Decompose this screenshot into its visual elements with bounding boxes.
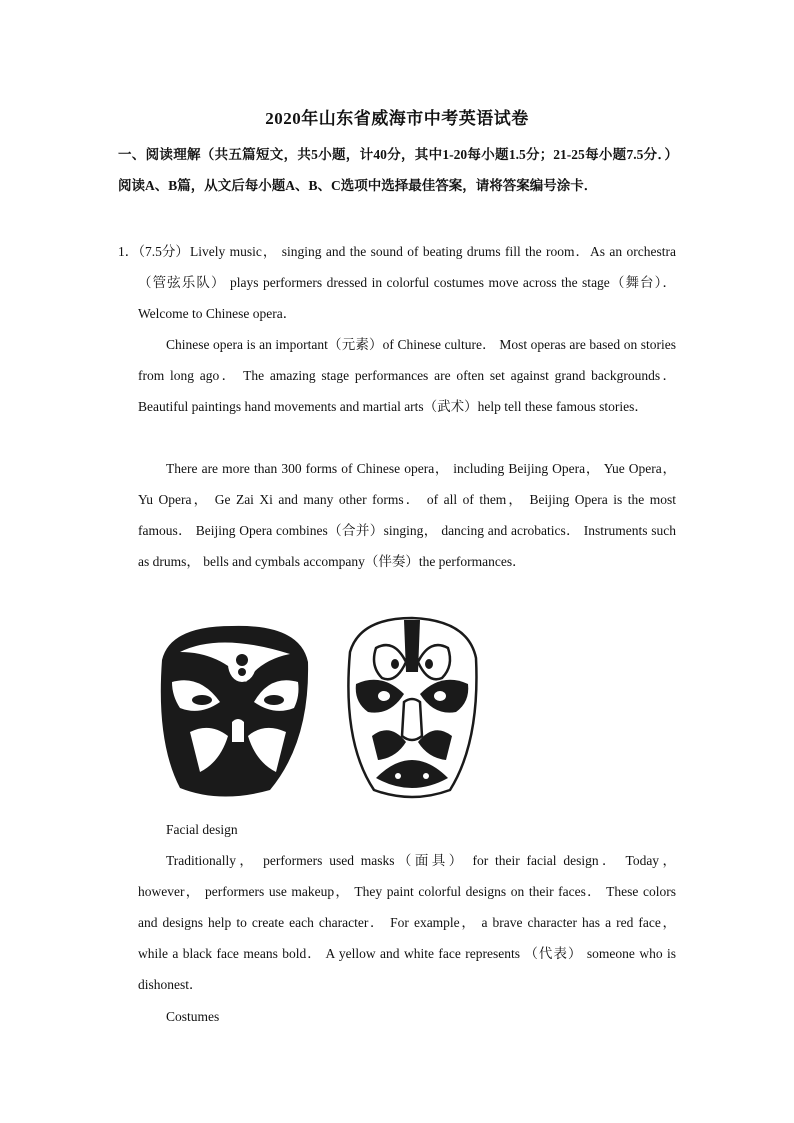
paragraph-1: Chinese opera is an important（元素）of Chinese culture． Most operas are based on stories from long ago． The amazing stage performances are often set against grand backgrounds． Beautiful paintings hand movements and martial arts（武术）help tell these famous stories． [138, 337, 676, 414]
paragraph-2: There are more than 300 forms of Chinese opera， including Beijing Opera， Yue Opera， Yu Opera， Ge Zai Xi and many other forms． of all of them， Beijing Opera is the most famous． Beijing Opera combines（合并）singing， dancing and acrobatics． Instruments such as drums， bells and cymbals accompany（伴奏）the performances． [138, 461, 676, 569]
paragraph-3: Traditionally， performers used masks（面具） for their facial design． Today， however， performers use makeup， They paint colorful designs on their faces． These colors and designs help to create each character． For example， a brave character has a red face， while a black face means bold． A yellow and white face represents （代表） someone who is dishonest． [138, 853, 676, 992]
costumes-heading: Costumes [166, 1009, 220, 1024]
exam-title: 2020年山东省威海市中考英语试卷 [265, 109, 529, 128]
opera-mask-light-icon [348, 618, 476, 797]
opera-mask-dark-icon [161, 626, 308, 797]
opera-masks-figure [150, 612, 482, 804]
question-number: 1．（7.5分） [118, 244, 189, 259]
section-instruction: 一、阅读理解（共五篇短文，共5小题，计40分，其中1-20每小题1.5分；21-25每小题7.5分．）阅读A、B篇，从文后每小题A、B、C选项中选择最佳答案，请将答案编号涂卡． [118, 147, 678, 193]
question-intro: Lively music， singing and the sound of beating drums fill the room．As an orchestra（管弦乐队） plays performers dressed in colorful costumes move across the stage（舞台）． Welcome to Chinese opera． [138, 244, 676, 321]
facial-design-heading: Facial design [166, 822, 238, 837]
